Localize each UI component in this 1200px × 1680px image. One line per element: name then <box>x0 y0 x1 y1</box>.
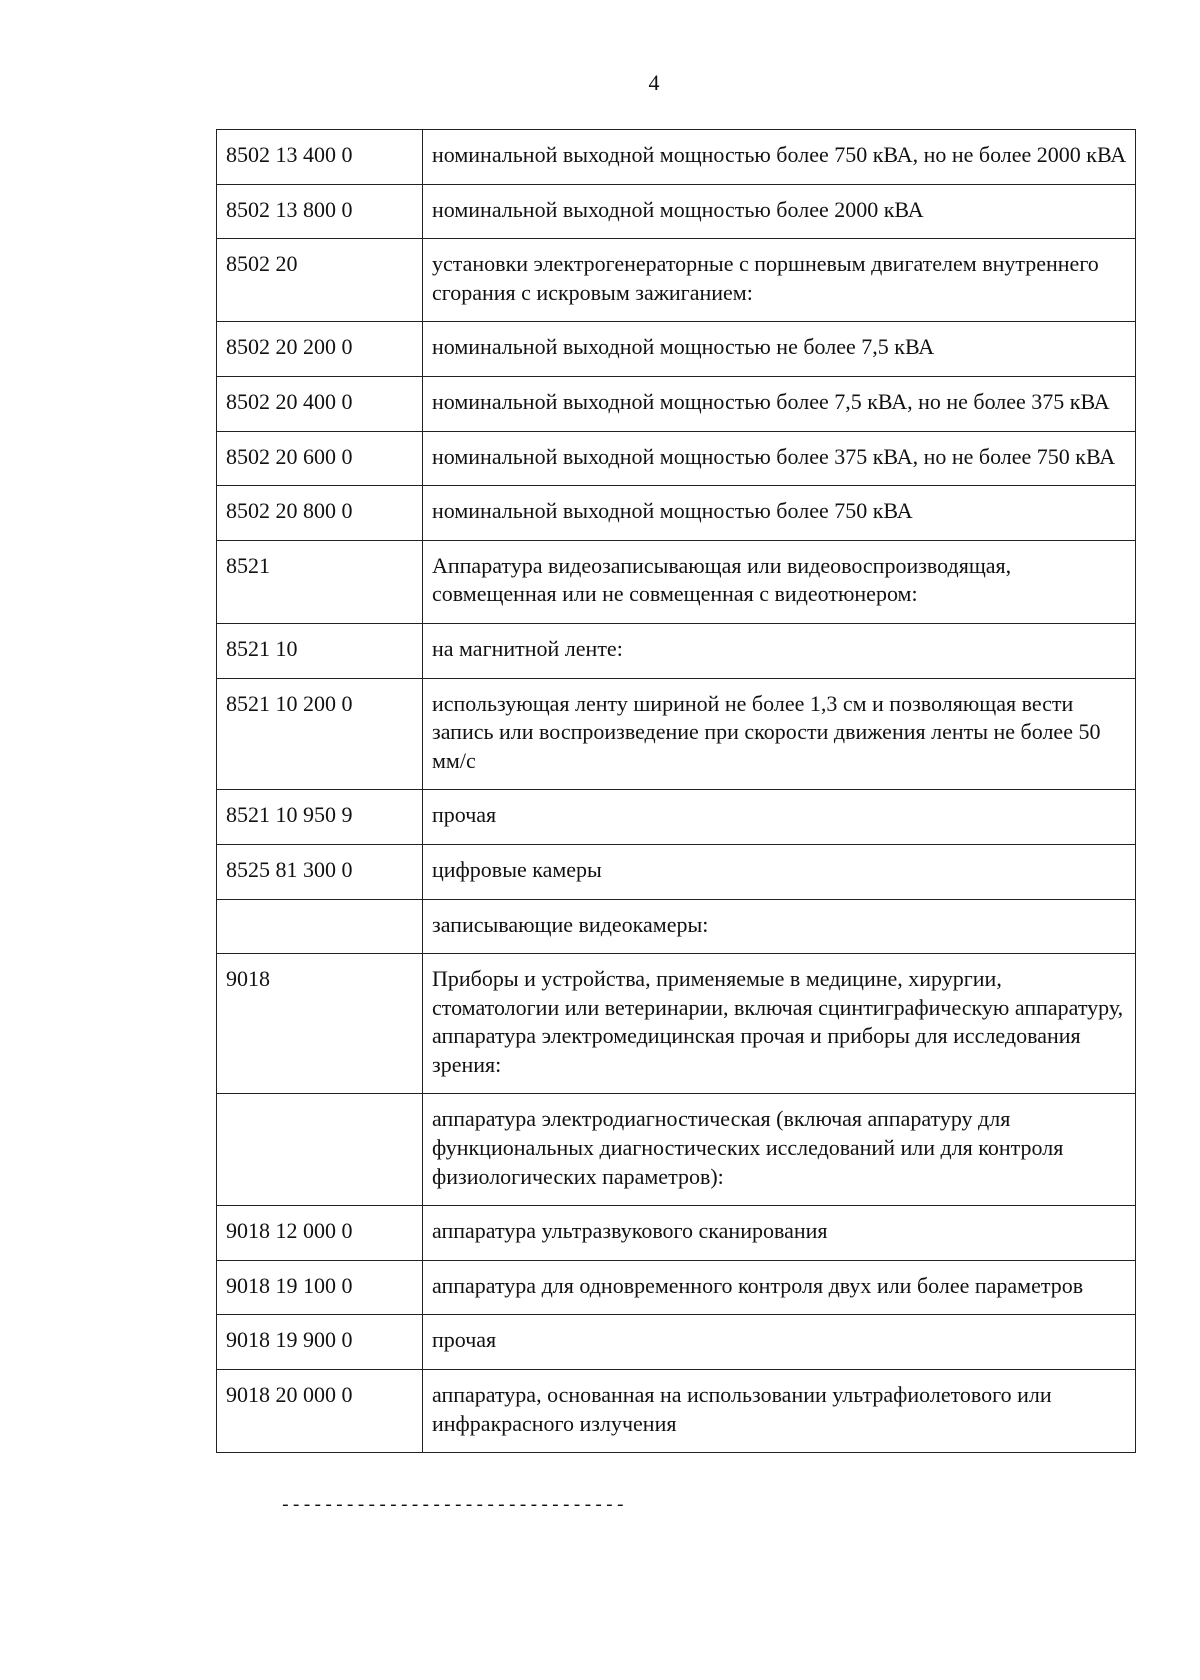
tnved-code: 8521 10 200 0 <box>217 678 423 790</box>
table-row <box>217 1315 1136 1370</box>
description: на магнитной ленте: <box>423 623 1136 678</box>
description: использующая ленту шириной не более 1,3 см и позволяющая вести запись или воспроизведение при скорости движения ленты не более 50 мм/с <box>423 678 1136 790</box>
description: аппаратура электродиагностическая (включая аппаратуру для функциональных диагностических исследований или для контроля физиологических параметров): <box>423 1094 1136 1206</box>
table-row <box>217 130 1136 185</box>
table-row <box>217 623 1136 678</box>
tnved-code: 8521 <box>217 540 423 623</box>
table-row <box>217 954 1136 1094</box>
description: номинальной выходной мощностью более 7,5 кВА, но не более 375 кВА <box>423 376 1136 431</box>
page-number: 4 <box>648 70 660 95</box>
description: прочая <box>423 790 1136 845</box>
tnved-code: 8502 13 800 0 <box>217 184 423 239</box>
tnved-code: 8502 20 600 0 <box>217 431 423 486</box>
tnved-code: 8521 10 <box>217 623 423 678</box>
table-row <box>217 790 1136 845</box>
table-row <box>217 1370 1136 1453</box>
tnved-code: 8525 81 300 0 <box>217 844 423 899</box>
description: записывающие видеокамеры: <box>423 899 1136 954</box>
description: аппаратура ультразвукового сканирования <box>423 1206 1136 1261</box>
tnved-code: 8502 20 800 0 <box>217 486 423 541</box>
table-row <box>217 486 1136 541</box>
table-row <box>217 322 1136 377</box>
table-row <box>217 184 1136 239</box>
description: номинальной выходной мощностью более 750 кВА <box>423 486 1136 541</box>
tnved-code: 8502 20 400 0 <box>217 376 423 431</box>
table-row <box>217 431 1136 486</box>
tnved-code: 9018 12 000 0 <box>217 1206 423 1261</box>
tnved-code: 8502 20 <box>217 239 423 322</box>
tnved-code: 8502 20 200 0 <box>217 322 423 377</box>
description: номинальной выходной мощностью более 375 кВА, но не более 750 кВА <box>423 431 1136 486</box>
description: номинальной выходной мощностью более 2000 кВА <box>423 184 1136 239</box>
tnved-code <box>217 1094 423 1206</box>
table-row <box>217 1094 1136 1206</box>
table-row <box>217 239 1136 322</box>
tariff-table-body <box>217 130 1136 1453</box>
description: аппаратура для одновременного контроля двух или более параметров <box>423 1260 1136 1315</box>
tariff-table <box>216 129 1136 1453</box>
description: Аппаратура видеозаписывающая или видеовоспроизводящая, совмещенная или не совмещенная с видеотюнером: <box>423 540 1136 623</box>
tnved-code: 9018 <box>217 954 423 1094</box>
table-row <box>217 1260 1136 1315</box>
tnved-code: 9018 19 900 0 <box>217 1315 423 1370</box>
tnved-code: 8521 10 950 9 <box>217 790 423 845</box>
table-row <box>217 376 1136 431</box>
table-row <box>217 899 1136 954</box>
end-separator: -------------------------------- <box>280 1496 626 1516</box>
tnved-code <box>217 899 423 954</box>
description: Приборы и устройства, применяемые в медицине, хирургии, стоматологии или ветеринарии, включая сцинтиграфическую аппаратуру, аппаратура электромедицинская прочая и приборы для исследования зрения: <box>423 954 1136 1094</box>
description: установки электрогенераторные с поршневым двигателем внутреннего сгорания с искровым зажиганием: <box>423 239 1136 322</box>
table-row <box>217 844 1136 899</box>
tnved-code: 9018 20 000 0 <box>217 1370 423 1453</box>
description: номинальной выходной мощностью более 750 кВА, но не более 2000 кВА <box>423 130 1136 185</box>
tnved-code: 8502 13 400 0 <box>217 130 423 185</box>
description: цифровые камеры <box>423 844 1136 899</box>
table-row <box>217 540 1136 623</box>
tnved-code: 9018 19 100 0 <box>217 1260 423 1315</box>
description: аппаратура, основанная на использовании ультрафиолетового или инфракрасного излучения <box>423 1370 1136 1453</box>
table-row <box>217 1206 1136 1261</box>
description: номинальной выходной мощностью не более 7,5 кВА <box>423 322 1136 377</box>
description: прочая <box>423 1315 1136 1370</box>
table-row <box>217 678 1136 790</box>
